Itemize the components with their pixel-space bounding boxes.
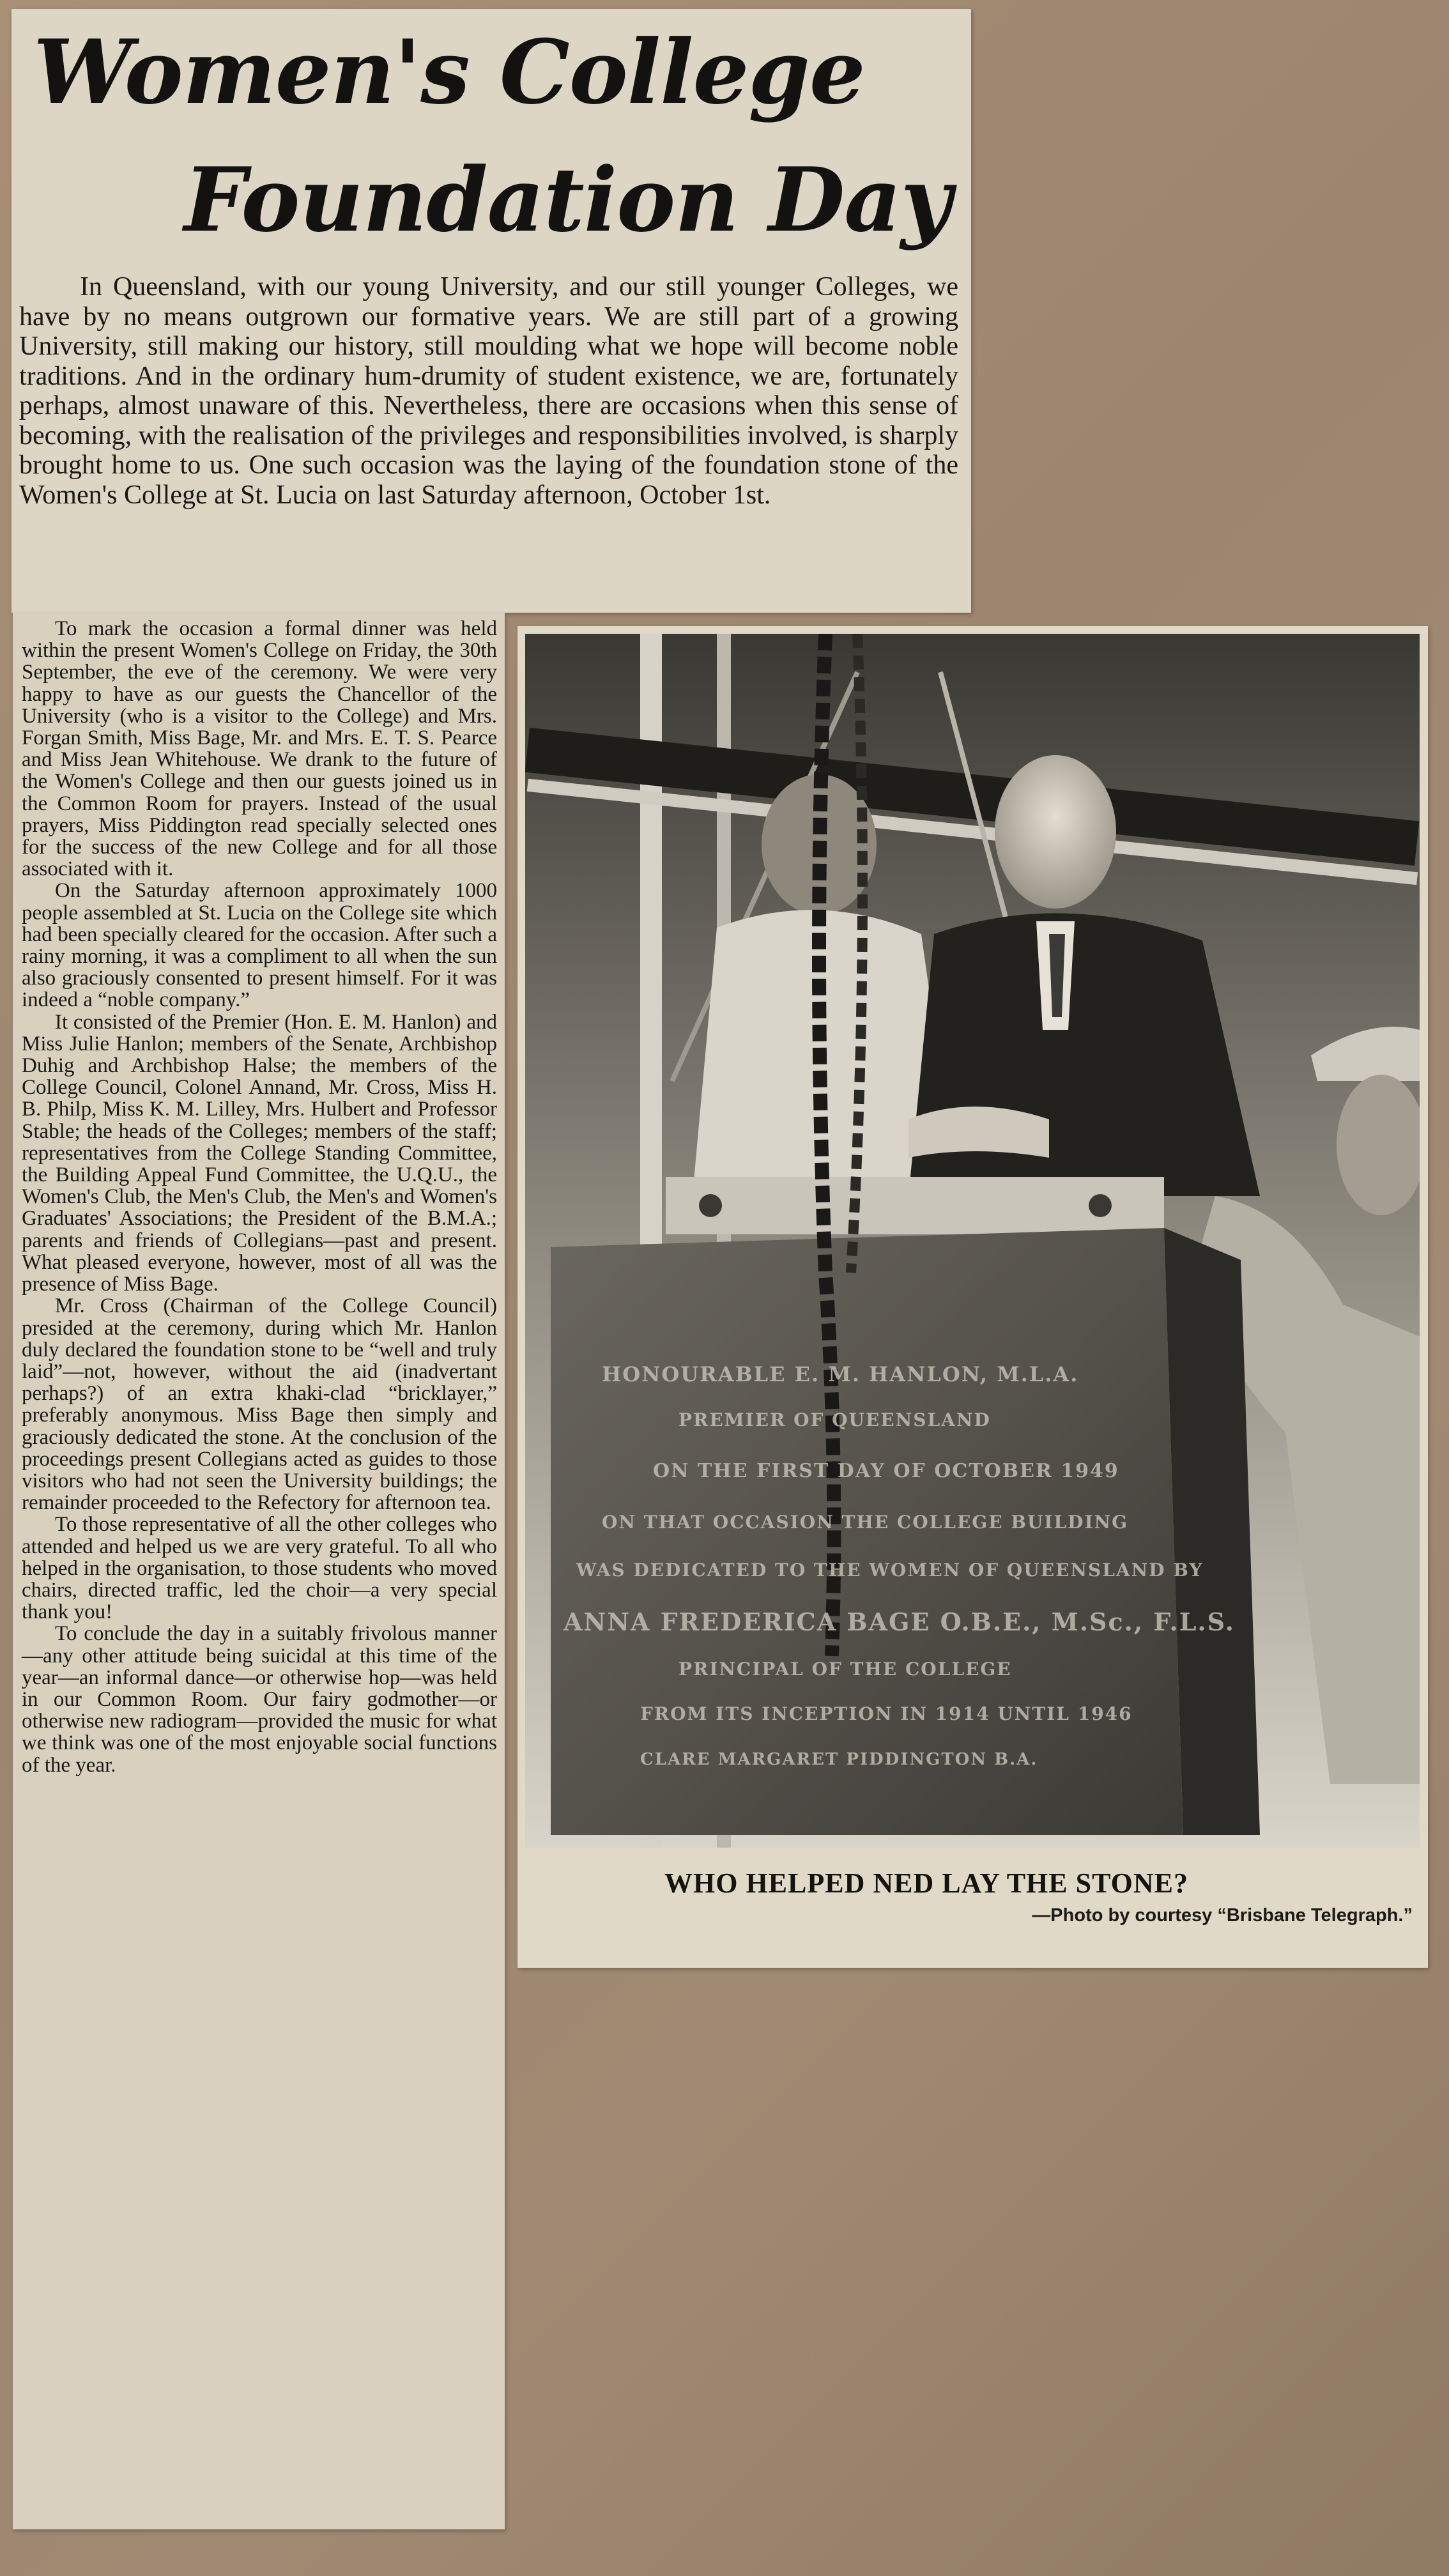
intro-paragraph: In Queensland, with our young University, and our still younger Colleges, we have by no means outgrown our formative years. We are still part of a growing University, still making our history, still moulding what we hope will become noble traditions. And in the ordinary hum-drumity of student existence, we are, fortunately perhaps, almost unaware of this. Nevertheless, there are occasions when this sense of becoming, with the realisation of the privileges and responsibilities involved, is sharply brought home to us. One such occasion was the laying of the foundation stone of the Women's College at St. Lucia on last Saturday afternoon, October 1st.	[19, 272, 958, 510]
photo-clipping	[518, 626, 1428, 1968]
stone-line: PREMIER OF QUEENSLAND	[678, 1409, 991, 1430]
photo-illustration	[525, 634, 1420, 1848]
stone-line: HONOURABLE E. M. HANLON, M.L.A.	[602, 1362, 1079, 1386]
photo-credit: —Photo by courtesy “Brisbane Telegraph.”	[1032, 1905, 1413, 1926]
stone-line: CLARE MARGARET PIDDINGTON B.A.	[640, 1750, 1038, 1769]
article-body	[22, 618, 497, 1776]
article-column-clipping	[13, 613, 505, 2529]
stone-line: PRINCIPAL OF THE COLLEGE	[678, 1659, 1012, 1680]
stone-line: ON THAT OCCASION THE COLLEGE BUILDING	[602, 1512, 1129, 1533]
stone-line: ANNA FREDERICA BAGE O.B.E., M.Sc., F.L.S.	[564, 1607, 1235, 1636]
stone-line: WAS DEDICATED TO THE WOMEN OF QUEENSLAND BY	[576, 1560, 1204, 1581]
body-paragraph-thanks: To those representative of all the other colleges who attended and helped us we are very grateful. To all who helped in the organisation, to those students who moved chairs, directed traffic, led the choir—a very special thank you!	[22, 1513, 497, 1624]
stone-line: ON THE FIRST DAY OF OCTOBER 1949	[653, 1460, 1119, 1482]
headline-line-2: Foundation Day	[184, 148, 951, 252]
body-paragraph-company: It consisted of the Premier (Hon. E. M. Hanlon) and Miss Julie Hanlon; members of the Senate, Archbishop Duhig and Archbishop Halse; the members of the College Council, Colonel Annand, Mr. Cross, Miss H. B. Philp, Miss K. M. Lilley, Mrs. Hulbert and Professor Stable; the heads of the Colleges; members of the staff; representatives from the College Standing Committee, the Building Appeal Fund Committee, the U.Q.U., the Women's Club, the Men's Club, the Men's and Women's Graduates' Associations; the President of the B.M.A.; parents and friends of Collegians—past and present. What pleased everyone, however, most of all was the presence of Miss Bage.	[22, 1010, 497, 1296]
photo-caption: WHO HELPED NED LAY THE STONE?	[664, 1867, 1188, 1899]
stone-line: FROM ITS INCEPTION IN 1914 UNTIL 1946	[640, 1703, 1133, 1724]
body-paragraph-saturday: On the Saturday afternoon approximately 1000 people assembled at St. Lucia on the College site which had been specially cleared for the occasion. After such a rainy morning, it was a compliment to all when the sun also graciously consented to present himself. For it was indeed a “noble company.”	[22, 879, 497, 1012]
headline-line-1: Women's College	[33, 20, 865, 124]
body-paragraph-dance: To conclude the day in a suitably frivolous manner—any other attitude being suicidal at this time of the year—an informal dance—or otherwise hop—was held in our Common Room. Our fairy godmother—or otherwise new radiogram—provided the music for what we think was one of the most enjoyable social functions of the year.	[22, 1622, 497, 1777]
body-paragraph-dinner: To mark the occasion a formal dinner was held within the present Women's College on Friday, the 30th September, the eve of the ceremony. We were very happy to have as our guests the Chancellor of the University (who is a visitor to the College) and Mrs. Forgan Smith, Miss Bage, Mr. and Mrs. E. T. S. Pearce and Miss Jean Whitehouse. We drank to the future of the Women's College and then our guests joined us in the Common Room for prayers. Instead of the usual prayers, Miss Piddington read specially selected ones for the success of the new College and for all those associated with it.	[22, 617, 497, 881]
body-paragraph-ceremony: Mr. Cross (Chairman of the College Council) presided at the ceremony, during which Mr. Hanlon duly declared the foundation stone to be “well and truly laid”—not, however, without the aid (inadvertant perhaps?) of an extra khaki-clad “bricklayer,” preferably anonymous. Miss Bage then simply and graciously dedicated the stone. At the conclusion of the proceedings present Collegians acted as guides to those visitors who had not seen the University buildings; the remainder proceeded to the Refectory for afternoon tea.	[22, 1294, 497, 1515]
foundation-stone-photo	[525, 634, 1420, 1848]
title-clipping	[12, 9, 971, 613]
